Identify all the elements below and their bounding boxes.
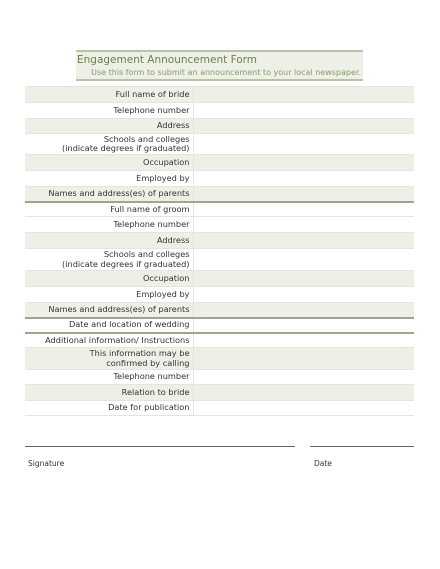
field-label	[25, 119, 193, 134]
field-input[interactable]	[193, 187, 414, 202]
form-row	[25, 233, 414, 249]
form-row	[25, 202, 414, 217]
field-input[interactable]	[193, 119, 414, 134]
field-label-text: Address	[156, 120, 190, 131]
field-label-text: Date and location of wedding	[68, 319, 190, 330]
field-label-text-line2: confirmed by calling	[106, 357, 190, 368]
form-subtitle: Use this form to submit an announcement to your local newspaper.	[91, 68, 361, 77]
field-label	[25, 134, 193, 155]
form-row	[25, 187, 414, 202]
form-row	[25, 370, 414, 385]
field-input[interactable]	[193, 370, 414, 385]
form-row	[25, 134, 414, 155]
field-input[interactable]	[193, 217, 414, 233]
form-row	[25, 401, 414, 416]
field-label	[25, 155, 193, 171]
field-label	[25, 249, 193, 271]
signature-line[interactable]	[25, 446, 295, 447]
field-input[interactable]	[193, 303, 414, 318]
field-label	[25, 271, 193, 287]
date-label: Date	[314, 459, 332, 468]
field-label	[25, 187, 193, 202]
field-label-text: Names and address(es) of parents	[48, 304, 190, 314]
form-row	[25, 103, 414, 119]
field-label-text-line2: (indicate degrees if graduated)	[62, 258, 190, 269]
field-label-text: This information may be	[89, 348, 190, 358]
field-input[interactable]	[193, 87, 414, 103]
form-row	[25, 155, 414, 171]
field-input[interactable]	[193, 249, 414, 271]
form-row	[25, 119, 414, 134]
field-label-text: Telephone number	[113, 218, 190, 229]
field-label-text: Employed by	[136, 288, 190, 299]
field-label	[25, 287, 193, 303]
field-label-text: Additional information/ Instructions	[45, 334, 190, 345]
form-row	[25, 249, 414, 271]
date-line[interactable]	[310, 446, 414, 447]
form-row	[25, 287, 414, 303]
form-row	[25, 217, 414, 233]
field-label-text: Telephone number	[113, 371, 190, 382]
field-label	[25, 303, 193, 318]
field-label	[25, 202, 193, 217]
form-title: Engagement Announcement Form	[77, 54, 258, 66]
field-input[interactable]	[193, 401, 414, 416]
field-label-text: Schools and colleges	[103, 249, 190, 259]
form-row	[25, 318, 414, 333]
field-label-text: Names and address(es) of parents	[48, 188, 190, 198]
announcement-form-table	[25, 86, 414, 416]
field-label-text: Employed by	[136, 172, 190, 183]
field-input[interactable]	[193, 171, 414, 187]
signature-label: Signature	[28, 459, 65, 468]
field-label-text: Schools and colleges	[103, 133, 190, 144]
field-label	[25, 171, 193, 187]
field-label-text: Occupation	[142, 272, 190, 283]
field-input[interactable]	[193, 348, 414, 370]
field-label	[25, 385, 193, 401]
field-label-text: Relation to bride	[121, 386, 190, 397]
field-label	[25, 370, 193, 385]
field-label	[25, 333, 193, 348]
field-input[interactable]	[193, 385, 414, 401]
form-row	[25, 333, 414, 348]
field-input[interactable]	[193, 134, 414, 155]
field-label-text: Occupation	[142, 156, 190, 167]
form-row	[25, 385, 414, 401]
field-label-text: Address	[156, 234, 190, 245]
field-label	[25, 233, 193, 249]
field-label-text-line2: (indicate degrees if graduated)	[62, 143, 190, 153]
field-label-text: Full name of groom	[110, 203, 190, 214]
form-row	[25, 271, 414, 287]
form-row	[25, 87, 414, 103]
form-row	[25, 303, 414, 318]
field-input[interactable]	[193, 202, 414, 217]
field-input[interactable]	[193, 271, 414, 287]
field-label	[25, 318, 193, 333]
field-input[interactable]	[193, 233, 414, 249]
field-label-text: Full name of bride	[115, 88, 190, 99]
form-row	[25, 348, 414, 370]
field-input[interactable]	[193, 287, 414, 303]
field-label	[25, 217, 193, 233]
form-row	[25, 171, 414, 187]
field-input[interactable]	[193, 318, 414, 333]
field-label	[25, 87, 193, 103]
field-input[interactable]	[193, 103, 414, 119]
field-label	[25, 103, 193, 119]
field-input[interactable]	[193, 155, 414, 171]
field-label	[25, 401, 193, 416]
field-label-text: Telephone number	[113, 104, 190, 115]
field-input[interactable]	[193, 333, 414, 348]
form-header	[76, 50, 363, 81]
field-label-text: Date for publication	[108, 402, 190, 413]
field-label	[25, 348, 193, 370]
